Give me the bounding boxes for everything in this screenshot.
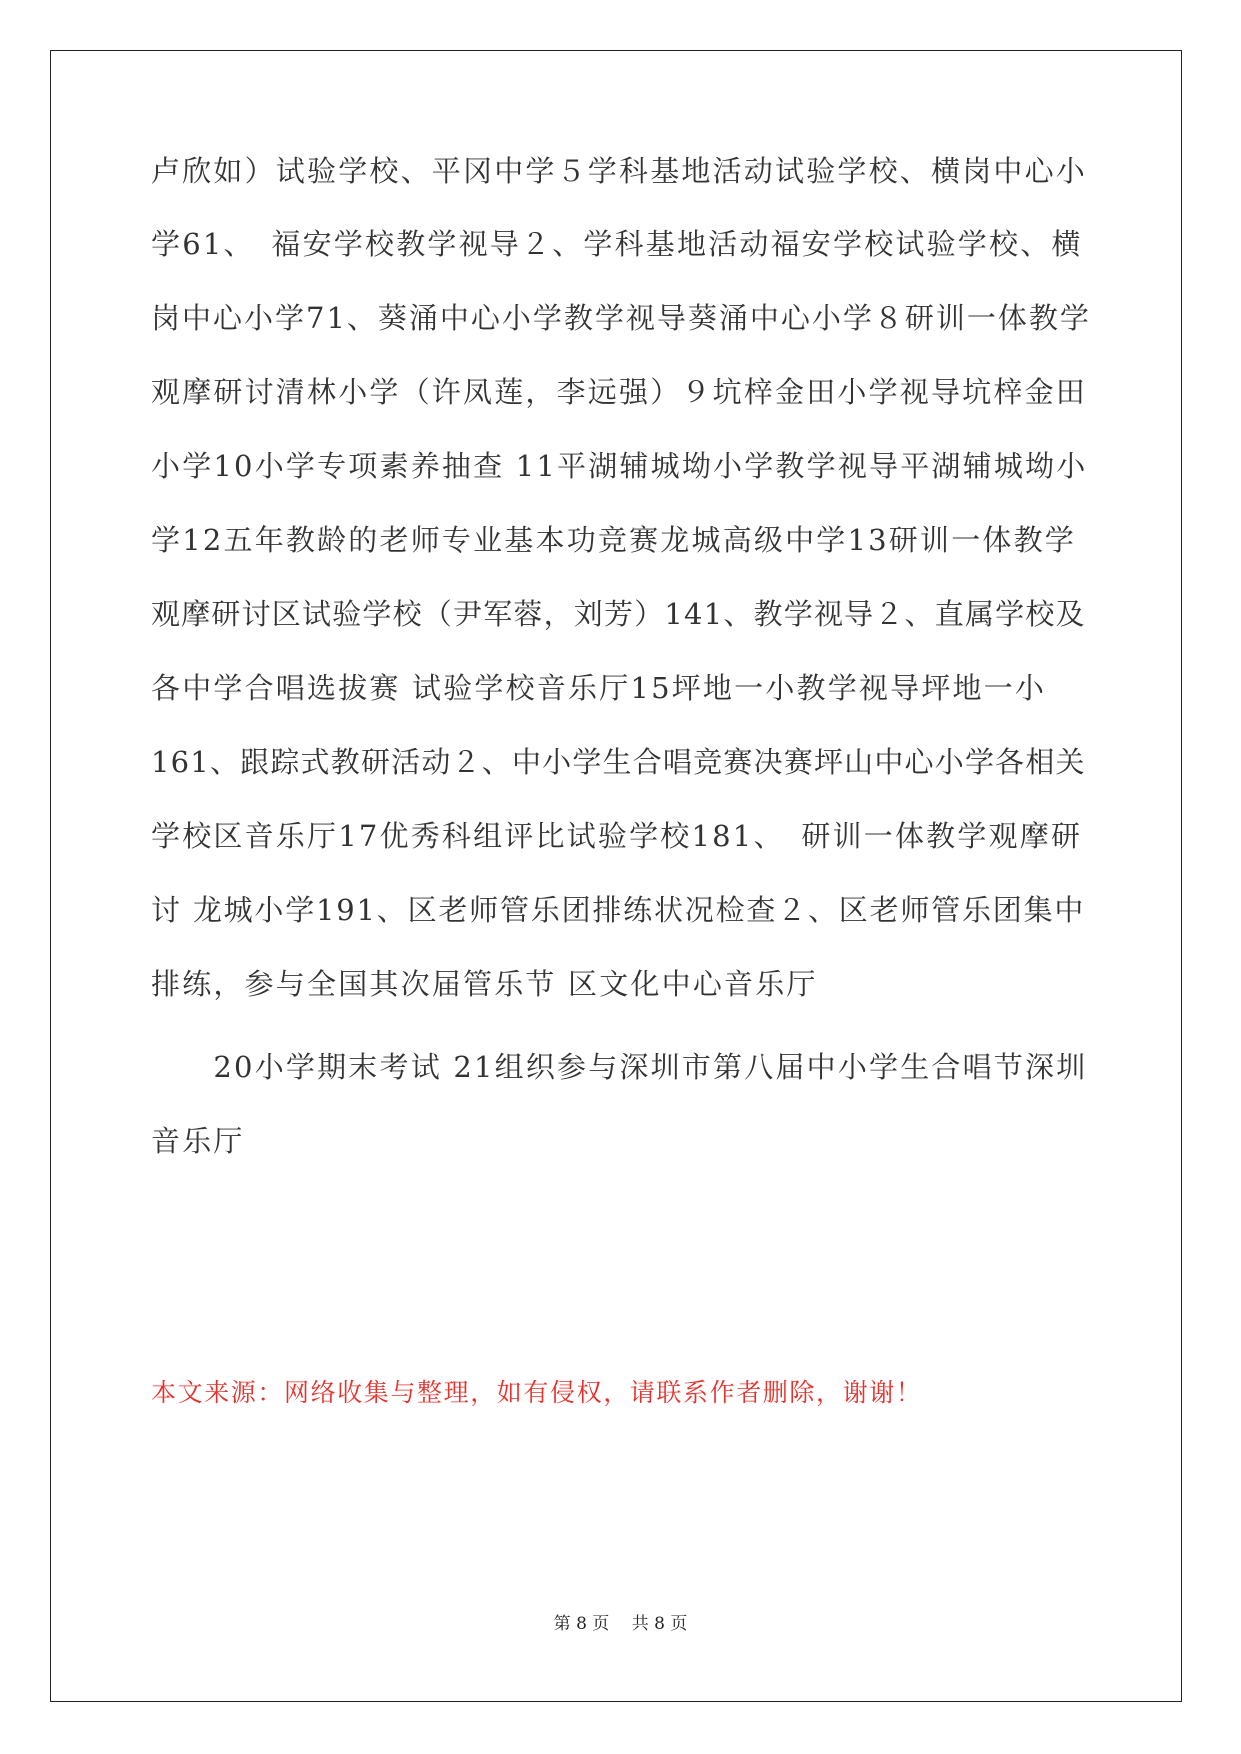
text-line: 岗中心小学71、葵涌中心小学教学视导葵涌中心小学８研训一体教学 bbox=[151, 301, 1091, 335]
text-line: 排练，参与全国其次届管乐节 区文化中心音乐厅 bbox=[151, 967, 818, 1001]
text-line: 观摩研讨清林小学（许凤莲，李远强）９坑梓金田小学视导坑梓金田 bbox=[151, 375, 1088, 409]
text-line: 各中学合唱选拔赛 试验学校音乐厅15坪地一小教学视导坪地一小 bbox=[151, 671, 1047, 705]
text-line: 卢欣如）试验学校、平冈中学５学科基地活动试验学校、横岗中心小 bbox=[151, 154, 1088, 188]
text-line: 音乐厅 bbox=[151, 1124, 245, 1158]
page-footer: 第 8 页 共 8 页 bbox=[553, 1614, 688, 1634]
text-line: 观摩研讨区试验学校（尹军蓉，刘芳）141、教学视导２、直属学校及 bbox=[151, 597, 1086, 631]
text-line: 20小学期末考试 21组织参与深圳市第八届中小学生合唱节深圳 bbox=[151, 1050, 1088, 1084]
source-note: 本文来源：网络收集与整理，如有侵权，请联系作者删除，谢谢！ bbox=[151, 1378, 923, 1407]
text-line: 161、跟踪式教研活动２、中小学生合唱竞赛决赛坪山中心小学各相关 bbox=[151, 745, 1086, 779]
text-line: 学校区音乐厅17优秀科组评比试验学校181、 研训一体教学观摩研 bbox=[151, 819, 1083, 853]
text-line: 小学10小学专项素养抽查 11平湖辅城坳小学教学视导平湖辅城坳小 bbox=[151, 449, 1088, 483]
text-line: 学61、 福安学校教学视导２、学科基地活动福安学校试验学校、横 bbox=[151, 227, 1083, 261]
text-line: 学12五年教龄的老师专业基本功竞赛龙城高级中学13研训一体教学 bbox=[151, 523, 1077, 557]
text-line: 讨 龙城小学191、区老师管乐团排练状况检查２、区老师管乐团集中 bbox=[151, 893, 1086, 927]
